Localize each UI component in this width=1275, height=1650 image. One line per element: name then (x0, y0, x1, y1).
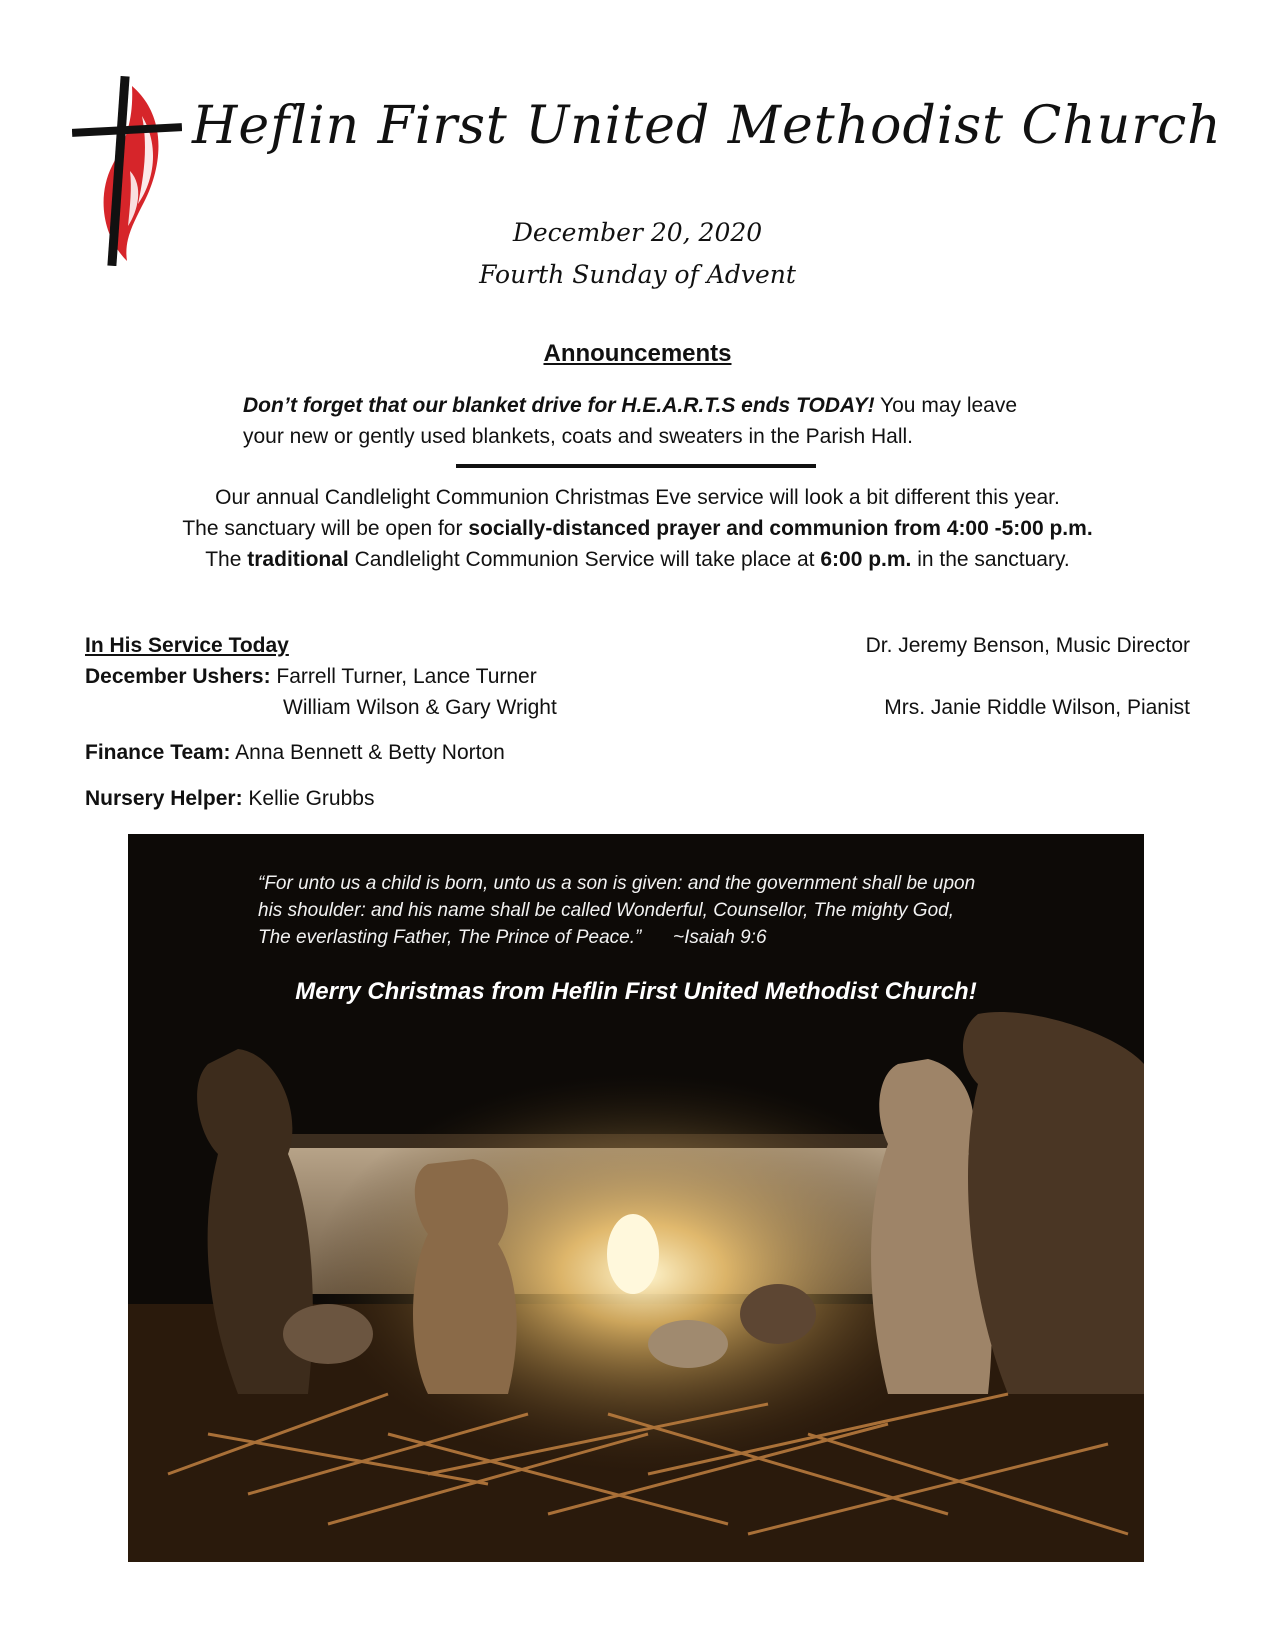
verse-line-3: The everlasting Father, The Prince of Peace.” ~Isaiah 9:6 (258, 927, 767, 948)
verse-line-2: his shoulder: and his name shall be called Wonderful, Counsellor, The mighty God, (258, 900, 954, 921)
announcements-title: Announcements (543, 340, 732, 367)
nursery-line (85, 787, 374, 811)
music-director: Dr. Jeremy Benson, Music Director (865, 634, 1190, 657)
finance-names: Anna Bennett & Betty Norton (230, 741, 505, 764)
blanket-drive-announcement (243, 390, 1063, 452)
scripture-verse (258, 870, 1078, 951)
ushers-names-1: Farrell Turner, Lance Turner (270, 665, 537, 688)
verse-line-1: “For unto us a child is born, unto us a son is given: and the government shall be upon (258, 873, 976, 894)
christmas-greeting: Merry Christmas from Heflin First United Methodist Church! (295, 978, 977, 1005)
candlelight-line-3-a: The (205, 548, 248, 571)
ushers-names-2: William Wilson & Gary Wright (283, 696, 557, 719)
blanket-drive-emphasis: Don’t forget that our blanket drive for H.E.A.R.T.S ends TODAY! (243, 394, 875, 417)
candlelight-line-3-c: Candlelight Communion Service will take place at (348, 548, 821, 571)
pianist: Mrs. Janie Riddle Wilson, Pianist (884, 696, 1190, 719)
candlelight-line-3-traditional: traditional (247, 548, 349, 571)
church-name: Heflin First United Methodist Church (192, 96, 1222, 156)
candlelight-line-3-e: in the sanctuary. (911, 548, 1070, 571)
ushers-label: December Ushers: (85, 665, 271, 688)
candlelight-line-2-text: The sanctuary will be open for (182, 517, 469, 540)
nursery-name: Kellie Grubbs (242, 787, 375, 810)
candlelight-line-2-bold: socially-distanced prayer and communion from 4:00 -5:00 p.m. (468, 517, 1093, 540)
candlelight-line-3 (0, 544, 1275, 575)
candlelight-line-1: Our annual Candlelight Communion Christmas Eve service will look a bit different this year. (215, 486, 1060, 509)
divider-rule (456, 464, 816, 468)
liturgical-sunday: Fourth Sunday of Advent (479, 260, 796, 289)
finance-label: Finance Team: (85, 741, 231, 764)
finance-line (85, 741, 505, 765)
candlelight-announcement (0, 482, 1275, 575)
service-heading: In His Service Today (85, 634, 289, 657)
blanket-drive-details: You may leave your new or gently used blankets, coats and sweaters in the Parish Hall. (243, 394, 1018, 448)
bulletin-date: December 20, 2020 (512, 218, 763, 247)
candlelight-line-2 (0, 513, 1275, 544)
nursery-label: Nursery Helper: (85, 787, 243, 810)
candlelight-line-3-time: 6:00 p.m. (820, 548, 912, 571)
nativity-photo (128, 834, 1144, 1562)
ushers-line (85, 665, 537, 689)
